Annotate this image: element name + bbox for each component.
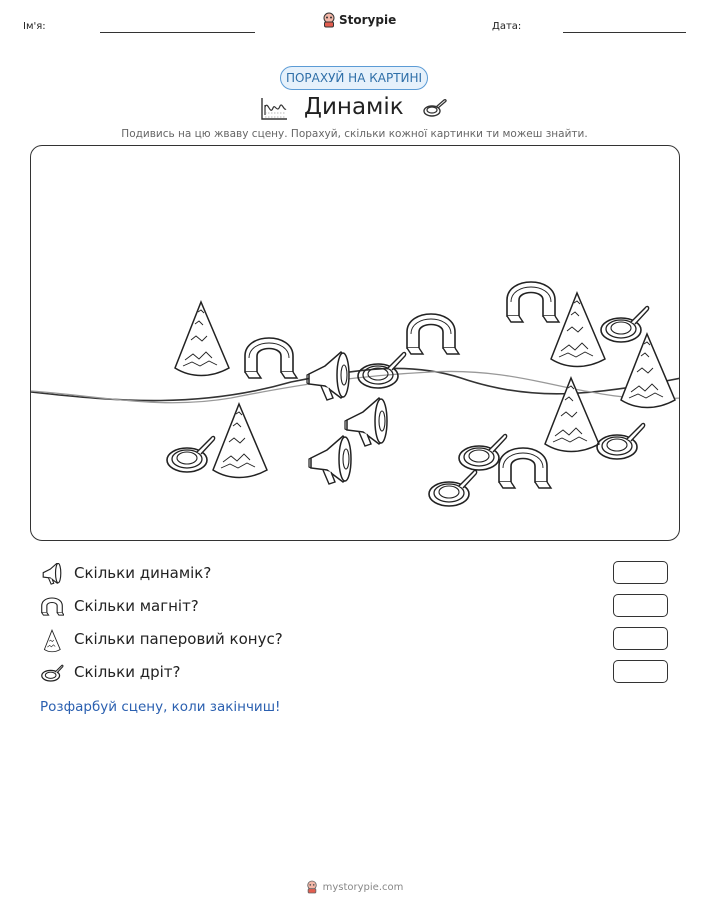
speaker-chart-icon: [259, 96, 289, 122]
page-title: Динамік: [304, 94, 404, 120]
paper-cone-icon: [213, 404, 267, 478]
wire-icon: [167, 437, 215, 472]
name-field[interactable]: [100, 32, 255, 33]
footer-site[interactable]: mystorypie.com: [322, 881, 404, 893]
wire-icon: [601, 307, 649, 342]
question-text: Скільки дріт?: [74, 663, 181, 681]
wire-icon: [420, 96, 450, 122]
title-row: [0, 94, 709, 126]
paper-cone-icon: [545, 378, 599, 452]
wire-icon: [40, 662, 64, 684]
storypie-mascot-icon: [306, 880, 318, 894]
question-wire: [40, 662, 680, 686]
paper-cone-icon: [175, 302, 229, 376]
answer-box-wire[interactable]: [613, 660, 668, 683]
question-text: Скільки паперовий конус?: [74, 630, 283, 648]
speaker-icon: [307, 352, 349, 400]
answer-box-speaker[interactable]: [613, 561, 668, 584]
magnet-icon: [40, 596, 64, 618]
paper-cone-icon: [40, 629, 64, 653]
footer: [0, 880, 709, 894]
magnet-icon: [407, 314, 459, 354]
speaker-icon: [345, 398, 387, 446]
hill-line-front: [31, 368, 680, 400]
finish-note: Розфарбуй сцену, коли закінчиш!: [40, 699, 281, 715]
hill-line-back: [31, 371, 680, 402]
answer-box-magnet[interactable]: [613, 594, 668, 617]
question-paper-cone: [40, 629, 680, 653]
question-magnet: [40, 596, 680, 620]
brand-name: Storypie: [339, 13, 397, 27]
instruction-text: Подивись на цю жваву сцену. Порахуй, скільки кожної картинки ти можеш знайти.: [121, 128, 588, 140]
wire-icon: [597, 424, 645, 459]
date-field[interactable]: [563, 32, 686, 33]
paper-cone-icon: [551, 293, 605, 367]
brand-logo: [322, 12, 396, 28]
magnet-icon: [499, 448, 551, 488]
question-text: Скільки магніт?: [74, 597, 199, 615]
wire-icon: [358, 353, 406, 388]
magnet-icon: [245, 338, 297, 378]
storypie-mascot-icon: [322, 12, 336, 28]
answer-box-paper-cone[interactable]: [613, 627, 668, 650]
activity-badge: ПОРАХУЙ НА КАРТИНІ: [280, 66, 428, 90]
speaker-icon: [309, 436, 351, 484]
name-label: Ім'я:: [23, 21, 46, 32]
counting-scene: [30, 145, 680, 541]
speaker-icon: [40, 563, 64, 585]
paper-cone-icon: [621, 334, 675, 408]
date-label: Дата:: [492, 21, 522, 32]
magnet-icon: [507, 282, 559, 322]
question-speaker: [40, 563, 680, 587]
scene-drawing: [31, 146, 680, 541]
question-text: Скільки динамік?: [74, 564, 212, 582]
wire-icon: [429, 471, 477, 506]
